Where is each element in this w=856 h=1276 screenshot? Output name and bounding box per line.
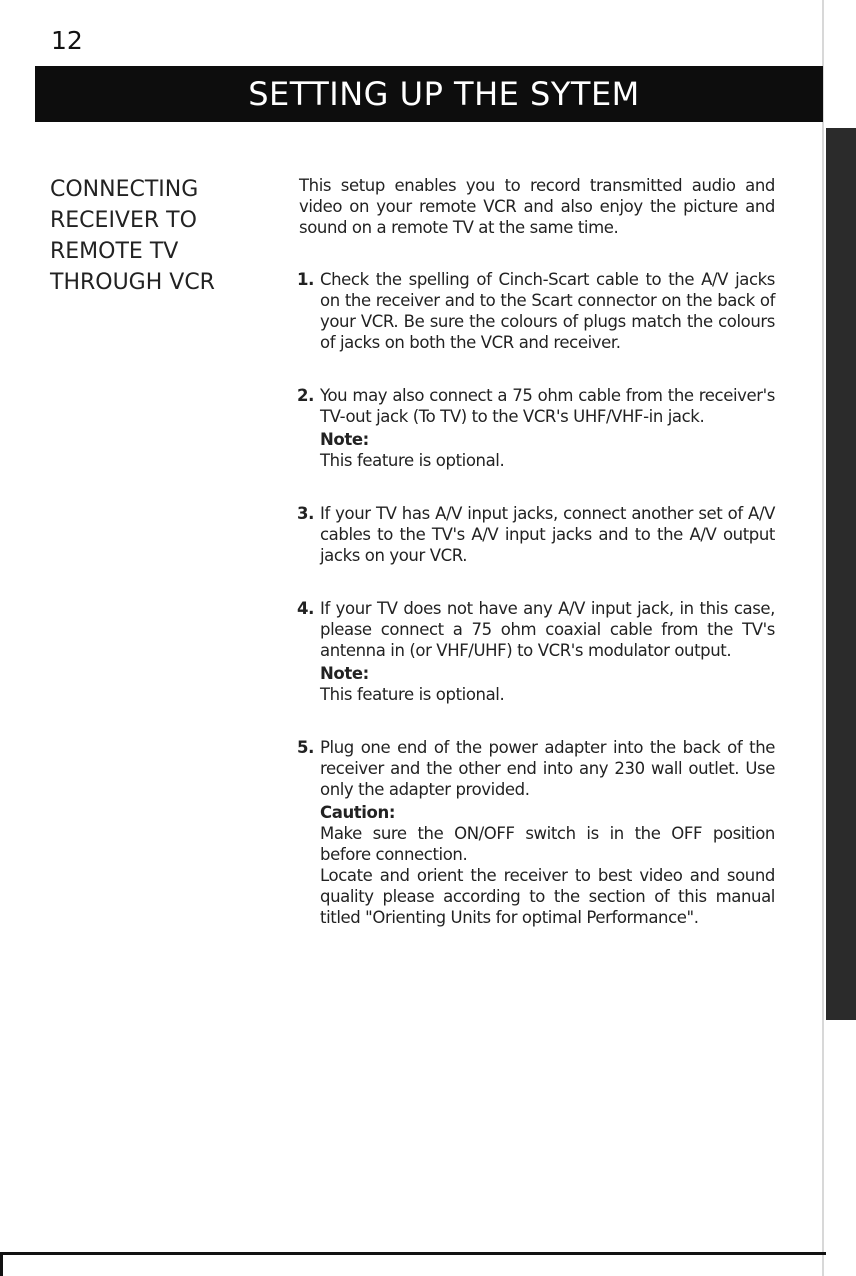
page-title: SETTING UP THE SYTEM <box>248 75 640 113</box>
title-banner <box>35 66 823 122</box>
step-text: Plug one end of the power adapter into the back of the receiver and the other end into any 230 wall outlet. Use only the adapter provided. <box>320 738 775 799</box>
section-thumb-tab <box>826 128 856 1020</box>
step-text: Check the spelling of Cinch-Scart cable to the A/V jacks on the receiver and to the Scart connector on the back of your VCR. Be sure the colours of plugs match the colours of jacks on both the VCR and receiver. <box>320 270 775 352</box>
section-heading-line: CONNECTING <box>50 177 199 202</box>
bottom-rule <box>0 1252 826 1255</box>
bottom-corner-mark <box>0 1252 3 1276</box>
intro-paragraph: This setup enables you to record transmitted audio and video on your remote VCR and also enjoy the picture and sound on a remote TV at the same time. <box>299 176 775 237</box>
step-number: 4. <box>297 599 314 618</box>
step-text: If your TV has A/V input jacks, connect another set of A/V cables to the TV's A/V input jacks and to the A/V output jacks on your VCR. <box>320 504 775 565</box>
note-text: This feature is optional. <box>320 451 505 470</box>
step-1 <box>299 269 775 353</box>
step-text: If your TV does not have any A/V input jack, in this case, please connect a 75 ohm coaxial cable from the TV's antenna in (or VHF/UHF) to VCR's modulator output. <box>320 599 775 660</box>
section-heading-line: REMOTE TV <box>50 239 179 264</box>
step-number: 2. <box>297 386 314 405</box>
instructions-body <box>299 175 775 960</box>
section-heading <box>50 174 270 298</box>
step-number: 3. <box>297 504 314 523</box>
step-number: 1. <box>297 270 314 289</box>
note-label: Note: <box>320 664 369 683</box>
caution-text: Make sure the ON/OFF switch is in the OFF position before connection. <box>320 824 775 864</box>
section-heading-line: RECEIVER TO <box>50 208 197 233</box>
step-4 <box>299 598 775 705</box>
caution-label: Caution: <box>320 803 396 822</box>
note-label: Note: <box>320 430 369 449</box>
page-edge-line <box>822 0 824 1276</box>
step-5 <box>299 737 775 928</box>
step-number: 5. <box>297 738 314 757</box>
step-3 <box>299 503 775 566</box>
page-number: 12 <box>51 26 83 55</box>
note-text: This feature is optional. <box>320 685 505 704</box>
section-heading-line: THROUGH VCR <box>50 270 215 295</box>
step-2 <box>299 385 775 471</box>
step-text: You may also connect a 75 ohm cable from the receiver's TV-out jack (To TV) to the VCR's UHF/VHF-in jack. <box>320 386 775 426</box>
orientation-text: Locate and orient the receiver to best video and sound quality please according to the section of this manual titled "Orienting Units for optimal Performance". <box>320 866 775 927</box>
